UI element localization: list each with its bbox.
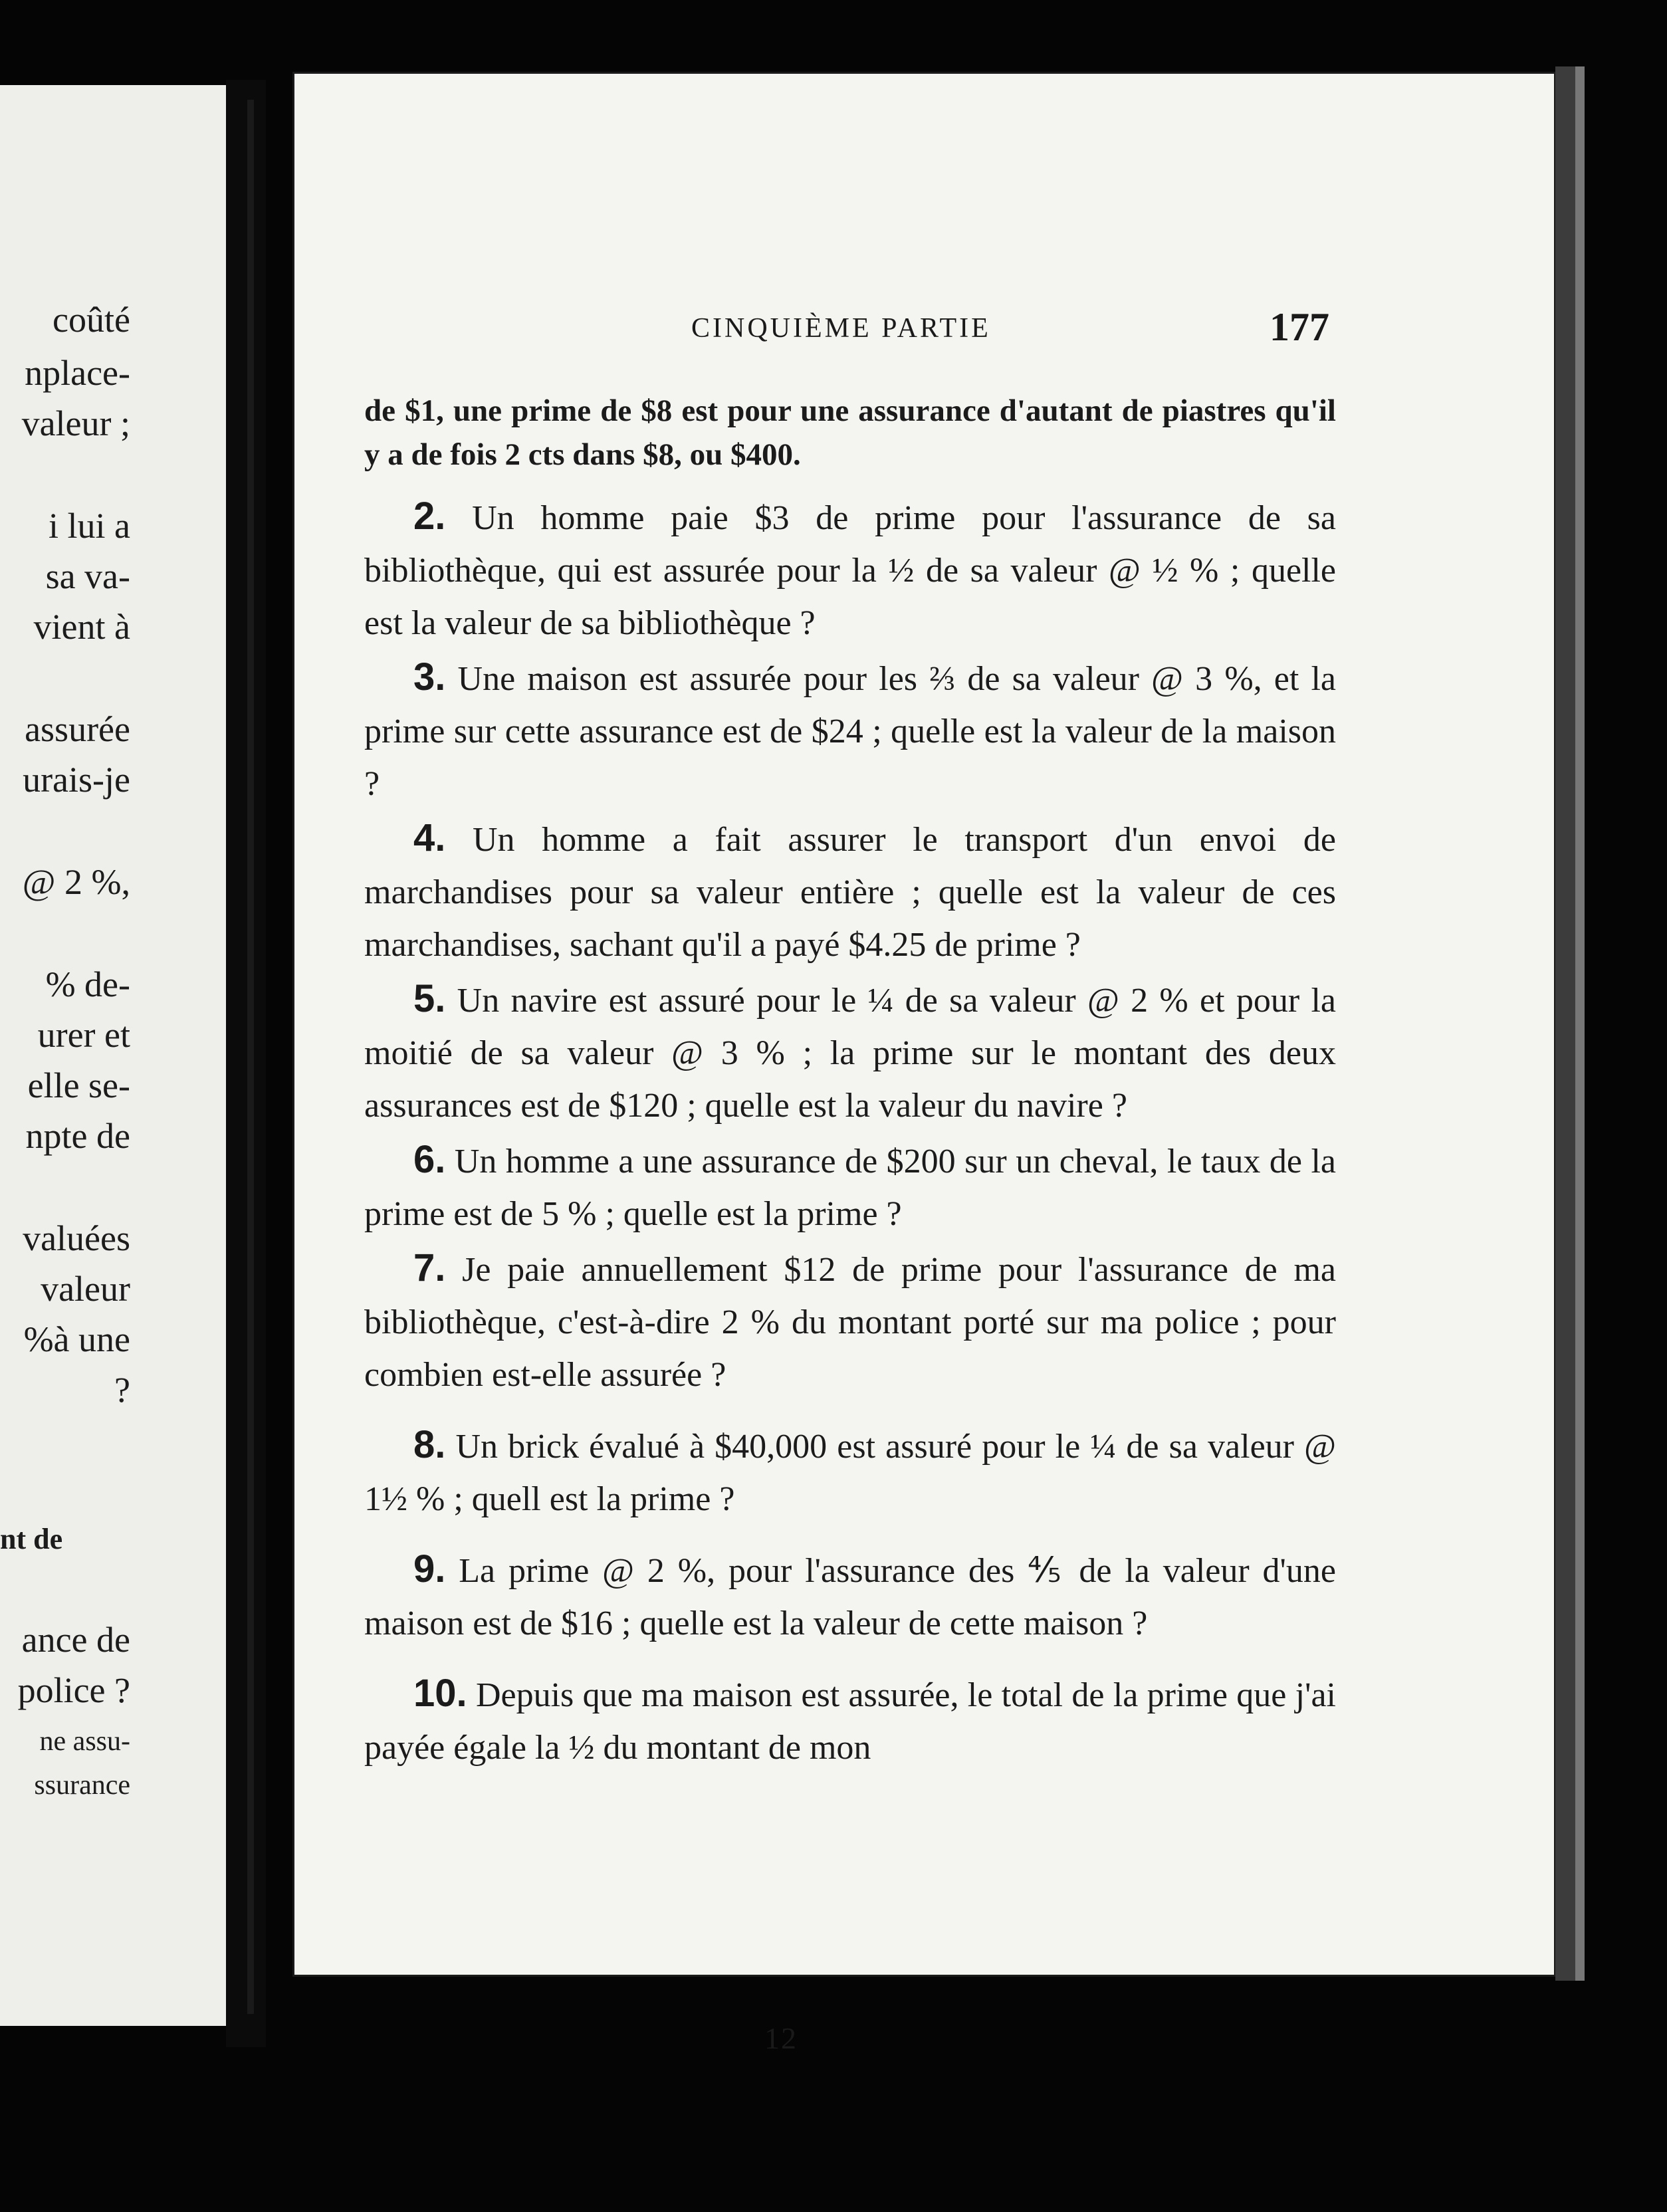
exercise-item [364,1418,1336,1525]
left-page [0,85,226,2026]
left-page-fragment: i lui a [49,506,130,546]
exercise-number: 8. [413,1423,446,1466]
left-page-fragment: %à une [23,1319,130,1359]
left-page-fragment: police ? [17,1670,130,1710]
exercise-item [364,812,1336,971]
exercise-text: Un brick évalué à $40,000 est assuré pour le ¼ de sa valeur @ 1½ % ; quell est la prime ? [364,1428,1336,1518]
exercise-item [364,1667,1336,1774]
exercise-number: 6. [413,1138,446,1181]
left-page-fragment: ? [114,1370,130,1410]
left-page-fragment: vient à [33,607,130,647]
exercise-text: La prime @ 2 %, pour l'assurance des ⅘ de la valeur d'une maison est de $16 ; quelle est la valeur de cette maison ? [364,1552,1336,1642]
exercise-number: 4. [413,816,446,859]
left-page-fragment: valuées [23,1218,130,1258]
lead-paragraph: de $1, une prime de $8 est pour une assurance d'autant de piastres qu'il y a de fois 2 cts dans $8, ou $400. [364,393,1336,472]
page-number: 177 [1270,305,1329,349]
left-page-fragment: sa va- [45,556,130,596]
exercise-number: 10. [413,1672,467,1715]
exercise-item [364,490,1336,649]
left-page-fragment: coûté [53,300,130,340]
page-edge [1555,66,1575,1981]
exercise-item [364,651,1336,810]
left-page-fragment: @ 2 %, [22,862,130,902]
exercise-item [364,1543,1336,1650]
exercise-number: 7. [413,1246,446,1289]
spine-shadow [247,100,254,2014]
page-body [364,389,1336,1774]
left-page-fragment: valeur [41,1269,130,1309]
left-page-fragment: nt de [0,1523,63,1555]
exercise-text: Je paie annuellement $12 de prime pour l'assurance de ma bibliothèque, c'est-à-dire 2 % du montant porté sur ma police ; pour combien est-elle assurée ? [364,1251,1336,1394]
exercise-text: Un homme a une assurance de $200 sur un cheval, le taux de la prime est de 5 % ; quelle est la prime ? [364,1143,1336,1233]
running-head: CINQUIÈME PARTIE [691,313,991,344]
left-page-fragment: assurée [25,709,130,749]
left-page-fragment: % de- [45,964,130,1004]
exercise-number: 9. [413,1547,446,1591]
left-page-fragment: urer et [37,1015,130,1055]
left-page-fragment: ne assu- [39,1726,130,1757]
exercise-text: Depuis que ma maison est assurée, le total de la prime que j'ai payée égale la ½ du montant de mon [364,1676,1336,1767]
exercise-number: 5. [413,977,446,1020]
left-page-fragment: valeur ; [21,403,130,443]
left-page-fragment: npte de [25,1116,130,1156]
left-page-fragment: urais-je [23,760,130,800]
exercise-text: Un homme a fait assurer le transport d'un envoi de marchandises pour sa valeur entière ; quelle est la valeur de ces marchandises, sachant qu'il a payé $4.25 de prime ? [364,821,1336,964]
exercise-text: Un homme paie $3 de prime pour l'assurance de sa bibliothèque, qui est assurée pour la ½ de sa valeur @ ½ % ; quelle est la valeur de sa bibliothèque ? [364,499,1336,642]
exercise-item [364,1133,1336,1240]
left-page-fragment: ssurance [34,1770,130,1801]
exercise-number: 3. [413,655,446,699]
exercise-list [364,490,1336,1774]
book-gutter [226,80,266,2047]
exercise-text: Un navire est assuré pour le ¼ de sa valeur @ 2 % et pour la moitié de sa valeur @ 3 % ; la prime sur le montant des deux assurances est de $120 ; quelle est la valeur du navire ? [364,982,1336,1125]
exercise-text: Une maison est assurée pour les ⅔ de sa valeur @ 3 %, et la prime sur cette assurance est de $24 ; quelle est la valeur de la maison ? [364,660,1336,803]
page-edge-highlight [1575,66,1585,1981]
exercise-item [364,1242,1336,1401]
left-page-fragment: ance de [21,1620,130,1660]
left-page-fragment: elle se- [27,1065,130,1105]
left-page-fragment: nplace- [25,353,130,393]
exercise-item [364,972,1336,1132]
signature-mark: 12 [764,2021,798,2055]
exercise-number: 2. [413,495,446,538]
